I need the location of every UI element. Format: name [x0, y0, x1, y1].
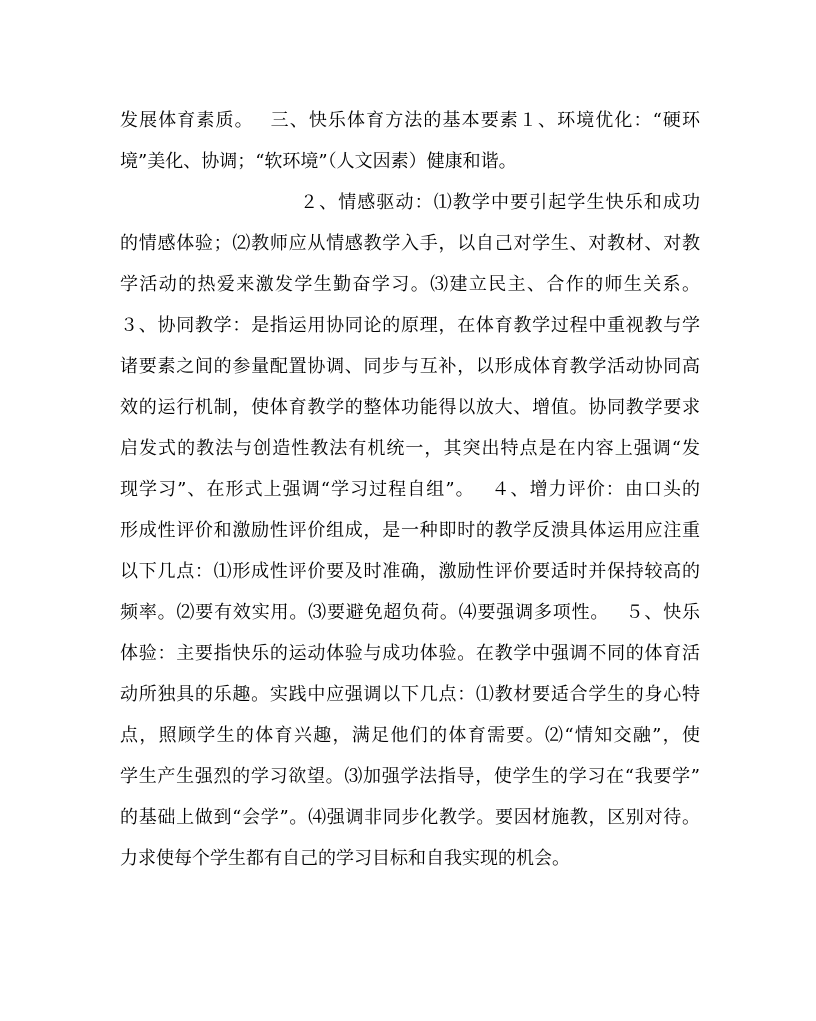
text-line: 体验：主要指快乐的运动体验与成功体验。在教学中强调不同的体育活: [120, 643, 700, 664]
text-line: 学活动的热爱来激发学生勤奋学习。⑶建立民主、合作的师生关系。: [120, 274, 700, 295]
text-line: 频率。⑵要有效实用。⑶要避免超负荷。⑷要强调多项性。 ５、快乐: [120, 602, 700, 623]
text-line: 境”美化、协调；“软环境”（人文因素）健康和谐。: [120, 151, 517, 172]
text-line: ３、协同教学：是指运用协同论的原理，在体育教学过程中重视教与学: [120, 315, 700, 336]
text-line: 诸要素之间的参量配置协调、同步与互补，以形成体育教学活动协同高: [120, 356, 700, 377]
text-line: 的基础上做到“会学”。⑷强调非同步化教学。要因材施教，区别对待。: [120, 807, 700, 828]
text-line: 动所独具的乐趣。实践中应强调以下几点：⑴教材要适合学生的身心特: [120, 684, 700, 705]
text-line: 力求使每个学生都有自己的学习目标和自我实现的机会。: [120, 848, 570, 869]
text-line: 学生产生强烈的学习欲望。⑶加强学法指导，使学生的学习在“我要学”: [120, 766, 700, 787]
body-text: [120, 100, 700, 879]
text-line: 发展体育素质。 三、快乐体育方法的基本要素１、环境优化：“硬环: [120, 110, 700, 131]
text-line: 点，照顾学生的体育兴趣，满足他们的体育需要。⑵“情知交融”，使: [120, 725, 700, 746]
text-line: 以下几点：⑴形成性评价要及时准确，激励性评价要适时并保持较高的: [120, 561, 700, 582]
text-line: 启发式的教法与创造性教法有机统一，其突出特点是在内容上强调“发: [120, 438, 700, 459]
text-line: 形成性评价和激励性评价组成，是一种即时的教学反溃具体运用应注重: [120, 520, 700, 541]
text-line: 现学习”、在形式上强调“学习过程自组”。 ４、增力评价：由口头的: [120, 479, 700, 500]
text-line: ２、情感驱动：⑴教学中要引起学生快乐和成功: [300, 192, 700, 213]
text-line: 的情感体验；⑵教师应从情感教学入手，以自己对学生、对教材、对教: [120, 233, 700, 254]
text-line: 效的运行机制，使体育教学的整体功能得以放大、增值。协同教学要求: [120, 397, 700, 418]
